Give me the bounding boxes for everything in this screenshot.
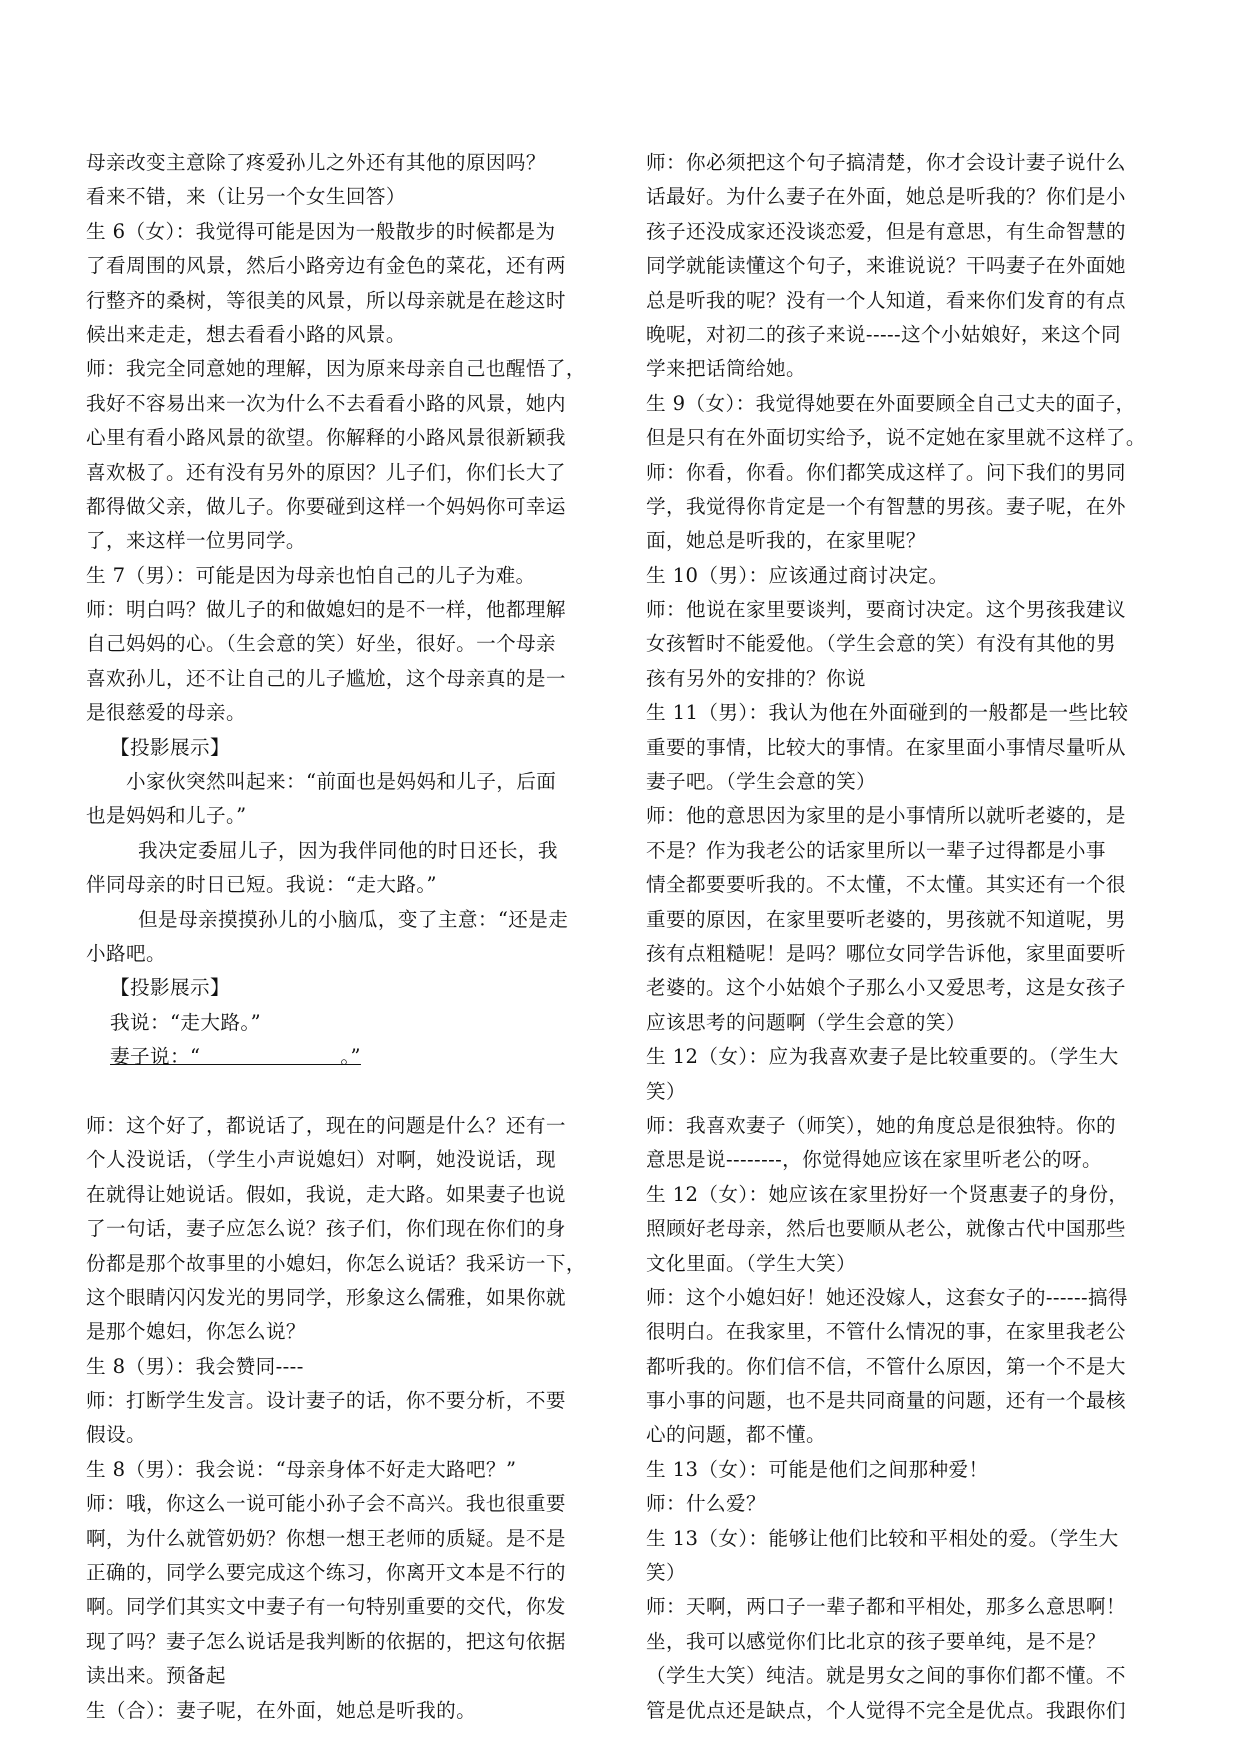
text-line: 管是优点还是缺点，个人觉得不完全是优点。我跟你们: [646, 1698, 1126, 1722]
left-column: [86, 146, 606, 1728]
text-line: 是那个媳妇，你怎么说？: [86, 1320, 306, 1344]
text-line: 小路吧。: [86, 941, 166, 965]
text-line: 生 13（女）：能够让他们比较和平相处的爱。（学生大: [646, 1526, 1119, 1550]
text-line: 这个眼睛闪闪发光的男同学，形象这么儒雅，如果你就: [86, 1285, 566, 1309]
text-line: 啊。同学们其实文中妻子有一句特别重要的交代，你发: [86, 1595, 566, 1619]
text-line: 学，我觉得你肯定是一个有智慧的男孩。妻子呢，在外: [646, 494, 1126, 518]
text-line: 候出来走走，想去看看小路的风景。: [86, 322, 406, 346]
text-line: 孩子还没成家还没谈恋爱，但是有意思，有生命智慧的: [646, 219, 1126, 243]
text-line: 了一句话，妻子应怎么说？孩子们，你们现在你们的身: [86, 1217, 566, 1241]
text-line: 但是母亲摸摸孙儿的小脑瓜，变了主意：“还是走: [138, 907, 569, 931]
text-line: 坐，我可以感觉你们比北京的孩子要单纯，是不是？: [646, 1629, 1106, 1653]
text-line: 生 7（男）：可能是因为母亲也怕自己的儿子为难。: [86, 563, 536, 587]
text-line: 喜欢极了。还有没有另外的原因？儿子们，你们长大了: [86, 460, 566, 484]
text-line: 心的问题，都不懂。: [646, 1423, 826, 1447]
text-line: 师：我喜欢妻子（师笑），她的角度总是很独特。你的: [646, 1113, 1117, 1137]
text-line: 师：你必须把这个句子搞清楚，你才会设计妻子说什么: [646, 151, 1126, 174]
text-line: 情全都要要听我的。不太懂，不太懂。其实还有一个很: [646, 873, 1126, 897]
text-line: 师：这个好了，都说话了，现在的问题是什么？还有一: [86, 1113, 566, 1137]
text-line: 晚呢，对初二的孩子来说-----这个小姑娘好，来这个同: [646, 322, 1121, 346]
text-line: 学来把话筒给她。: [646, 357, 806, 381]
text-line: 师：打断学生发言。设计妻子的话，你不要分析，不要: [86, 1389, 566, 1413]
text-line: 我说：“走大路。”: [110, 1010, 261, 1034]
text-line: 我好不容易出来一次为什么不去看看小路的风景，她内: [86, 391, 566, 415]
text-line: 妻子说：“ 。”: [110, 1045, 361, 1069]
text-line: 自己妈妈的心。（生会意的笑）好坐，很好。一个母亲: [86, 632, 557, 656]
text-line: 生 8（男）：我会说：“母亲身体不好走大路吧？”: [86, 1457, 517, 1481]
text-line: 心里有看小路风景的欲望。你解释的小路风景很新颖我: [86, 426, 566, 450]
text-line: 不是？作为我老公的话家里所以一辈子过得都是小事: [646, 838, 1106, 862]
text-line: 生 12（女）：她应该在家里扮好一个贤惠妻子的身份，: [646, 1182, 1129, 1206]
text-line: 母亲改变主意除了疼爱孙儿之外还有其他的原因吗？: [86, 151, 546, 174]
text-line: 【投影展示】: [110, 735, 230, 759]
text-line: 事小事的问题，也不是共同商量的问题，还有一个最核: [646, 1389, 1126, 1413]
text-line: 在就得让她说话。假如，我说，走大路。如果妻子也说: [86, 1182, 566, 1206]
text-line: 意思是说--------，你觉得她应该在家里听老公的呀。: [646, 1148, 1103, 1172]
text-line: 生（合）：妻子呢，在外面，她总是听我的。: [86, 1698, 477, 1722]
text-line: 看来不错，来（让另一个女生回答）: [86, 185, 406, 209]
text-line: 现了吗？妻子怎么说话是我判断的依据的，把这句依据: [86, 1629, 566, 1653]
text-line: 孩有另外的安排的？你说: [646, 666, 866, 690]
text-line: 女孩暂时不能爱他。（学生会意的笑）有没有其他的男: [646, 632, 1117, 656]
text-line: 笑）: [646, 1561, 686, 1585]
text-line: 照顾好老母亲，然后也要顺从老公，就像古代中国那些: [646, 1217, 1126, 1241]
text-line: 老婆的。这个小姑娘个子那么小又爱思考，这是女孩子: [646, 976, 1126, 1000]
text-line: 但是只有在外面切实给予，说不定她在家里就不这样了。: [646, 426, 1146, 450]
text-line: 话最好。为什么妻子在外面，她总是听我的？你们是小: [646, 185, 1126, 209]
text-line: 生 6（女）：我觉得可能是因为一般散步的时候都是为: [86, 219, 556, 243]
text-line: 师：他的意思因为家里的是小事情所以就听老婆的，是: [646, 804, 1126, 828]
text-line: 正确的，同学么要完成这个练习，你离开文本是不行的: [86, 1561, 566, 1585]
text-line: 文化里面。（学生大笑）: [646, 1251, 857, 1275]
text-line: （学生大笑）纯洁。就是男女之间的事你们都不懂。不: [646, 1664, 1126, 1688]
text-line: 假设。: [86, 1423, 146, 1447]
text-line: 都听我的。你们信不信，不管什么原因，第一个不是大: [646, 1354, 1126, 1378]
text-line: 小家伙突然叫起来：“前面也是妈妈和儿子，后面: [126, 770, 557, 794]
text-line: 师：哦，你这么一说可能小孙子会不高兴。我也很重要: [86, 1492, 566, 1516]
text-line: 也是妈妈和儿子。”: [86, 804, 247, 828]
right-column: [646, 146, 1166, 1728]
text-line: 师：他说在家里要谈判，要商讨决定。这个男孩我建议: [646, 598, 1126, 622]
text-line: 都得做父亲，做儿子。你要碰到这样一个妈妈你可幸运: [86, 494, 566, 518]
text-line: 重要的事情，比较大的事情。在家里面小事情尽量听从: [646, 735, 1126, 759]
text-line: 孩有点粗糙呢！是吗？哪位女同学告诉他，家里面要听: [646, 941, 1126, 965]
text-line: [86, 1075, 606, 1109]
text-line: 面，她总是听我的，在家里呢？: [646, 529, 926, 553]
text-line: 生 13（女）：可能是他们之间那种爱！: [646, 1457, 989, 1481]
text-line: 很明白。在我家里，不管什么情况的事，在家里我老公: [646, 1320, 1126, 1344]
text-line: 妻子吧。（学生会意的笑）: [646, 770, 877, 794]
text-line: 份都是那个故事里的小媳妇，你怎么说话？我采访一下，: [86, 1251, 586, 1275]
text-line: 笑）: [646, 1079, 686, 1103]
text-line: 师：这个小媳妇好！她还没嫁人，这套女子的------搞得: [646, 1285, 1128, 1309]
text-line: 师：明白吗？做儿子的和做媳妇的是不一样，他都理解: [86, 598, 566, 622]
text-line: 同学就能读懂这个句子，来谁说说？干吗妻子在外面她: [646, 254, 1126, 278]
text-line: 读出来。预备起: [86, 1664, 226, 1688]
text-line: 了，来这样一位男同学。: [86, 529, 306, 553]
text-line: 生 8（男）：我会赞同----: [86, 1354, 304, 1378]
text-line: 【投影展示】: [110, 976, 230, 1000]
text-line: 生 12（女）：应为我喜欢妻子是比较重要的。（学生大: [646, 1045, 1119, 1069]
text-line: 个人没说话，（学生小声说媳妇）对啊，她没说话，现: [86, 1148, 557, 1172]
text-line: 我决定委屈儿子，因为我伴同他的时日还长，我: [138, 838, 558, 862]
text-line: 总是听我的呢？没有一个人知道，看来你们发育的有点: [646, 288, 1126, 312]
text-line: 行整齐的桑树，等很美的风景，所以母亲就是在趁这时: [86, 288, 566, 312]
text-line: 师：我完全同意她的理解，因为原来母亲自己也醒悟了，: [86, 357, 586, 381]
text-line: 啊，为什么就管奶奶？你想一想王老师的质疑。是不是: [86, 1526, 566, 1550]
text-line: 生 11（男）：我认为他在外面碰到的一般都是一些比较: [646, 701, 1129, 725]
text-line: 生 9（女）：我觉得她要在外面要顾全自己丈夫的面子，: [646, 391, 1136, 415]
text-line: 是很慈爱的母亲。: [86, 701, 246, 725]
text-line: 应该思考的问题啊（学生会意的笑）: [646, 1010, 966, 1034]
text-line: 师：你看，你看。你们都笑成这样了。问下我们的男同: [646, 460, 1126, 484]
text-line: 师：什么爱？: [646, 1492, 766, 1516]
text-line: 喜欢孙儿，还不让自己的儿子尴尬，这个母亲真的是一: [86, 666, 566, 690]
text-line: 重要的原因，在家里要听老婆的，男孩就不知道呢，男: [646, 907, 1126, 931]
text-line: 师：天啊，两口子一辈子都和平相处，那多么意思啊！: [646, 1595, 1126, 1619]
text-line: 伴同母亲的时日已短。我说：“走大路。”: [86, 873, 437, 897]
text-line: 生 10（男）：应该通过商讨决定。: [646, 563, 949, 587]
text-line: 了看周围的风景，然后小路旁边有金色的菜花，还有两: [86, 254, 566, 278]
